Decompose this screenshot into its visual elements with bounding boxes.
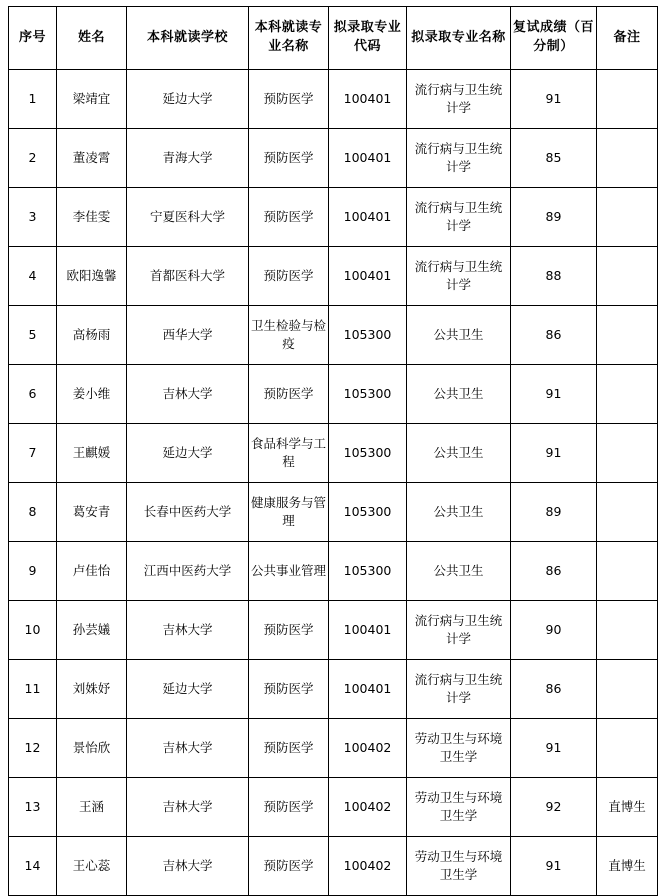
cell-score: 88 — [511, 247, 597, 306]
table-row — [9, 70, 658, 129]
table-row — [9, 778, 658, 837]
cell-score: 91 — [511, 837, 597, 896]
table-row — [9, 129, 658, 188]
cell-code: 105300 — [329, 306, 407, 365]
table-row — [9, 660, 658, 719]
cell-target: 流行病与卫生统计学 — [407, 660, 511, 719]
table-row — [9, 306, 658, 365]
cell-major: 食品科学与工程 — [249, 424, 329, 483]
cell-code: 105300 — [329, 365, 407, 424]
cell-school: 长春中医药大学 — [127, 483, 249, 542]
cell-target: 流行病与卫生统计学 — [407, 247, 511, 306]
cell-name: 梁靖宜 — [57, 70, 127, 129]
cell-index: 10 — [9, 601, 57, 660]
cell-index: 1 — [9, 70, 57, 129]
cell-major: 预防医学 — [249, 129, 329, 188]
cell-target: 流行病与卫生统计学 — [407, 70, 511, 129]
cell-note — [597, 719, 658, 778]
cell-name: 董凌霄 — [57, 129, 127, 188]
cell-target: 劳动卫生与环境卫生学 — [407, 837, 511, 896]
table-row — [9, 542, 658, 601]
column-header-name: 姓名 — [57, 7, 127, 70]
cell-score: 91 — [511, 424, 597, 483]
cell-index: 6 — [9, 365, 57, 424]
cell-name: 刘姝妤 — [57, 660, 127, 719]
cell-index: 8 — [9, 483, 57, 542]
cell-school: 青海大学 — [127, 129, 249, 188]
cell-name: 王麒媛 — [57, 424, 127, 483]
cell-code: 100401 — [329, 129, 407, 188]
cell-target: 流行病与卫生统计学 — [407, 129, 511, 188]
cell-score: 91 — [511, 70, 597, 129]
cell-major: 预防医学 — [249, 719, 329, 778]
column-header-note: 备注 — [597, 7, 658, 70]
cell-score: 91 — [511, 365, 597, 424]
cell-note — [597, 542, 658, 601]
cell-major: 卫生检验与检疫 — [249, 306, 329, 365]
cell-major: 预防医学 — [249, 837, 329, 896]
cell-school: 吉林大学 — [127, 778, 249, 837]
cell-index: 3 — [9, 188, 57, 247]
table-row — [9, 601, 658, 660]
cell-target: 流行病与卫生统计学 — [407, 601, 511, 660]
cell-index: 4 — [9, 247, 57, 306]
cell-major: 健康服务与管理 — [249, 483, 329, 542]
cell-note — [597, 483, 658, 542]
cell-score: 89 — [511, 483, 597, 542]
cell-code: 100401 — [329, 188, 407, 247]
table-row — [9, 837, 658, 896]
cell-code: 105300 — [329, 483, 407, 542]
cell-major: 预防医学 — [249, 70, 329, 129]
cell-code: 100402 — [329, 778, 407, 837]
cell-code: 100401 — [329, 70, 407, 129]
cell-code: 100401 — [329, 660, 407, 719]
cell-note — [597, 188, 658, 247]
cell-name: 景怡欣 — [57, 719, 127, 778]
cell-school: 延边大学 — [127, 424, 249, 483]
cell-target: 公共卫生 — [407, 542, 511, 601]
cell-target: 流行病与卫生统计学 — [407, 188, 511, 247]
cell-target: 公共卫生 — [407, 365, 511, 424]
cell-note — [597, 306, 658, 365]
column-header-index: 序号 — [9, 7, 57, 70]
cell-note — [597, 660, 658, 719]
cell-score: 92 — [511, 778, 597, 837]
table-row — [9, 719, 658, 778]
cell-major: 预防医学 — [249, 660, 329, 719]
cell-score: 89 — [511, 188, 597, 247]
table-body — [9, 70, 658, 896]
cell-school: 延边大学 — [127, 660, 249, 719]
cell-code: 100401 — [329, 247, 407, 306]
table-header — [9, 7, 658, 70]
column-header-major: 本科就读专业名称 — [249, 7, 329, 70]
cell-school: 吉林大学 — [127, 719, 249, 778]
cell-note — [597, 365, 658, 424]
cell-code: 100402 — [329, 837, 407, 896]
cell-school: 延边大学 — [127, 70, 249, 129]
column-header-score: 复试成绩（百分制） — [511, 7, 597, 70]
column-header-code: 拟录取专业代码 — [329, 7, 407, 70]
cell-name: 欧阳逸馨 — [57, 247, 127, 306]
cell-name: 葛安青 — [57, 483, 127, 542]
cell-name: 王心蕊 — [57, 837, 127, 896]
column-header-school: 本科就读学校 — [127, 7, 249, 70]
cell-school: 吉林大学 — [127, 837, 249, 896]
cell-school: 首都医科大学 — [127, 247, 249, 306]
cell-score: 86 — [511, 306, 597, 365]
cell-school: 吉林大学 — [127, 601, 249, 660]
cell-score: 85 — [511, 129, 597, 188]
cell-name: 王涵 — [57, 778, 127, 837]
cell-note — [597, 424, 658, 483]
column-header-target: 拟录取专业名称 — [407, 7, 511, 70]
cell-code: 100402 — [329, 719, 407, 778]
cell-school: 江西中医药大学 — [127, 542, 249, 601]
table-row — [9, 365, 658, 424]
cell-index: 12 — [9, 719, 57, 778]
cell-index: 9 — [9, 542, 57, 601]
admission-roster-table — [8, 6, 658, 896]
table-row — [9, 247, 658, 306]
cell-note — [597, 70, 658, 129]
cell-score: 90 — [511, 601, 597, 660]
cell-score: 86 — [511, 542, 597, 601]
cell-major: 预防医学 — [249, 778, 329, 837]
cell-note — [597, 247, 658, 306]
cell-index: 14 — [9, 837, 57, 896]
cell-name: 姜小维 — [57, 365, 127, 424]
cell-major: 预防医学 — [249, 365, 329, 424]
cell-code: 105300 — [329, 542, 407, 601]
cell-target: 公共卫生 — [407, 483, 511, 542]
cell-school: 吉林大学 — [127, 365, 249, 424]
cell-note: 直博生 — [597, 778, 658, 837]
cell-school: 西华大学 — [127, 306, 249, 365]
cell-code: 100401 — [329, 601, 407, 660]
cell-name: 孙芸嬟 — [57, 601, 127, 660]
cell-note — [597, 129, 658, 188]
cell-index: 13 — [9, 778, 57, 837]
cell-major: 预防医学 — [249, 188, 329, 247]
table-row — [9, 424, 658, 483]
table-row — [9, 188, 658, 247]
cell-target: 公共卫生 — [407, 306, 511, 365]
cell-major: 预防医学 — [249, 247, 329, 306]
cell-target: 劳动卫生与环境卫生学 — [407, 719, 511, 778]
cell-school: 宁夏医科大学 — [127, 188, 249, 247]
cell-code: 105300 — [329, 424, 407, 483]
cell-major: 预防医学 — [249, 601, 329, 660]
cell-index: 7 — [9, 424, 57, 483]
cell-target: 公共卫生 — [407, 424, 511, 483]
cell-major: 公共事业管理 — [249, 542, 329, 601]
table-row — [9, 483, 658, 542]
cell-index: 11 — [9, 660, 57, 719]
cell-score: 86 — [511, 660, 597, 719]
cell-index: 5 — [9, 306, 57, 365]
cell-index: 2 — [9, 129, 57, 188]
cell-note — [597, 601, 658, 660]
table-header-row — [9, 7, 658, 70]
cell-note: 直博生 — [597, 837, 658, 896]
cell-name: 李佳雯 — [57, 188, 127, 247]
cell-score: 91 — [511, 719, 597, 778]
cell-name: 卢佳怡 — [57, 542, 127, 601]
cell-name: 高杨雨 — [57, 306, 127, 365]
cell-target: 劳动卫生与环境卫生学 — [407, 778, 511, 837]
